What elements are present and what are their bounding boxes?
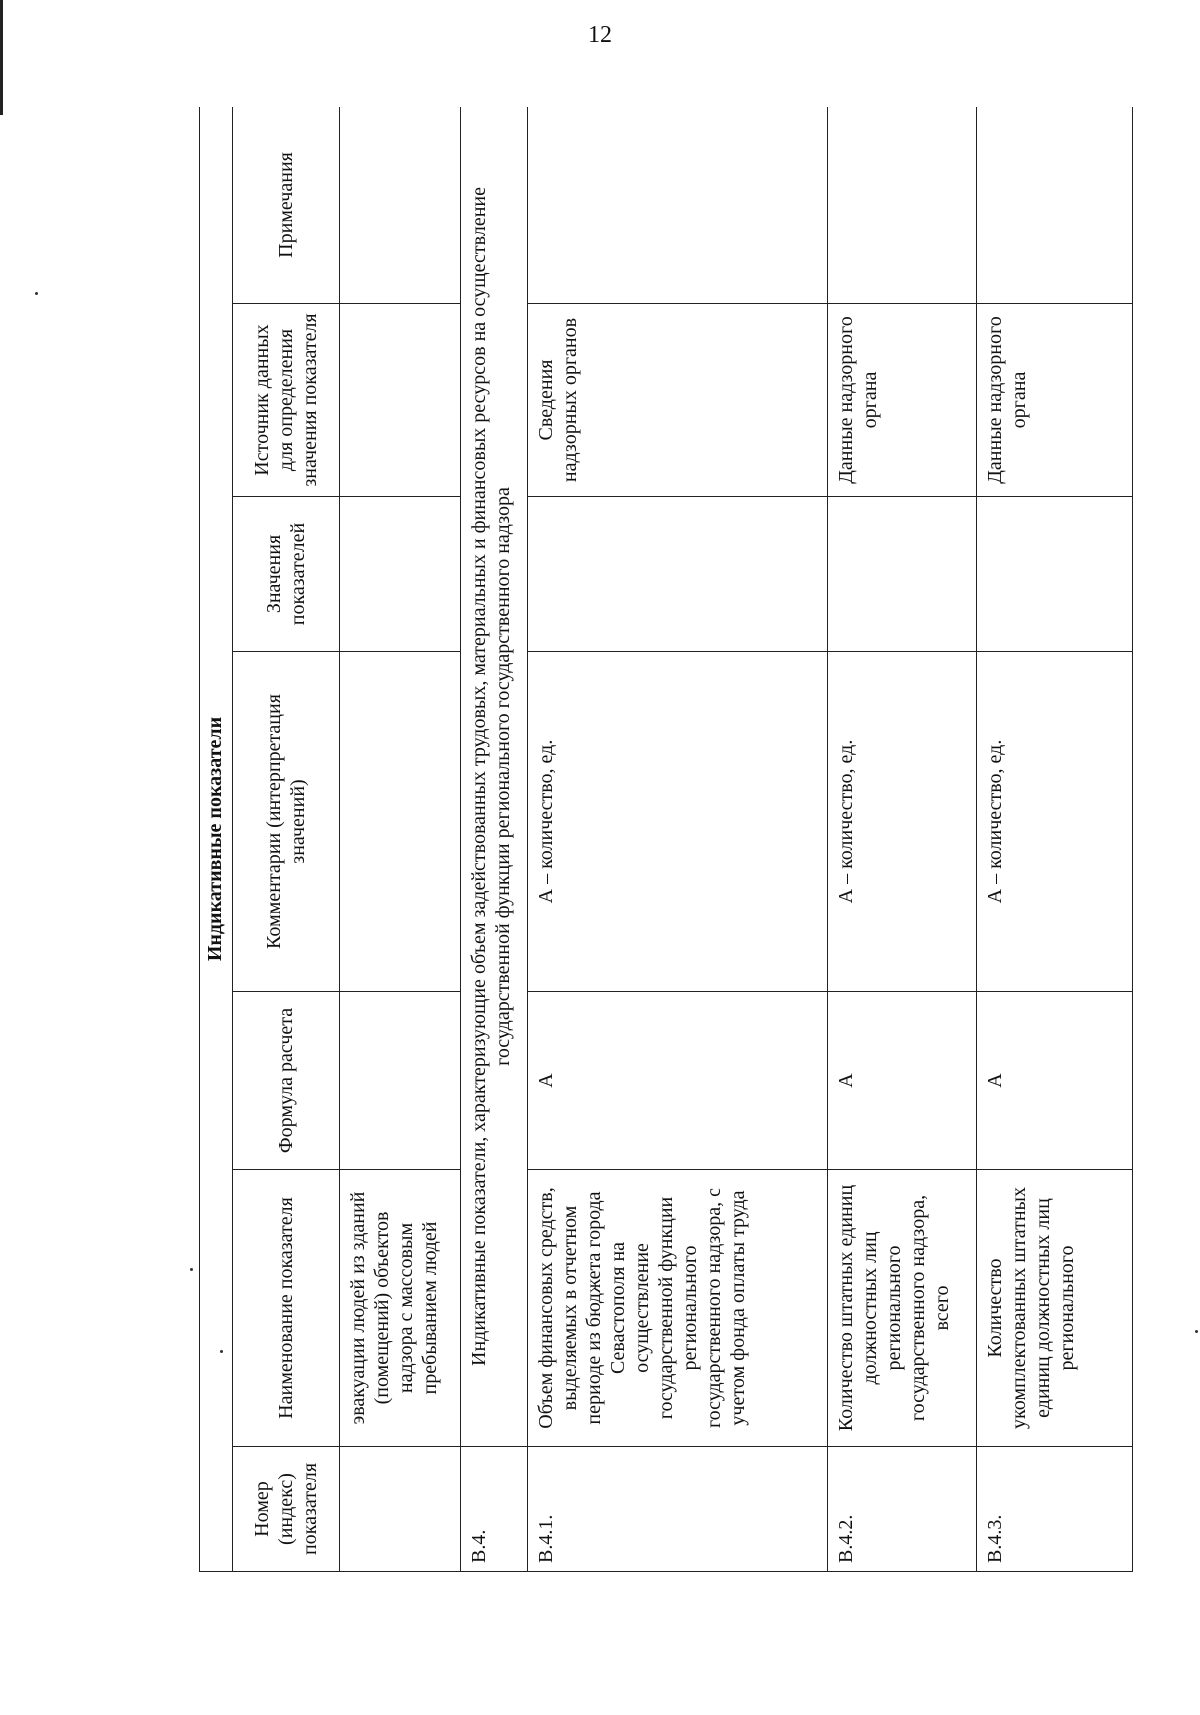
row-number: В.4.3. (977, 1447, 1133, 1572)
table-row (528, 107, 828, 1572)
group-title: Индикативные показатели, характеризующие объем задействованных трудовых, материальных и финансовых ресурсов на осуществление государственной функции регионального государственного надзора (460, 107, 527, 1447)
continuation-notes-cell (339, 107, 460, 304)
row-notes (827, 107, 976, 304)
continuation-formula-cell (339, 992, 460, 1170)
section-title: Индикативные показатели (200, 107, 233, 1572)
header-comment: Комментарии (интерпретация значений) (232, 652, 339, 992)
indicators-table (199, 107, 1133, 1572)
table-row (977, 107, 1133, 1572)
row-values (528, 497, 828, 652)
header-values: Значения показателей (232, 497, 339, 652)
header-source: Источник данных для определения значения показателя (232, 304, 339, 497)
row-comment: А – количество, ед. (827, 652, 976, 992)
group-row (460, 107, 527, 1572)
row-name: Количество укомплектованных штатных единиц должностных лиц регионального (977, 1170, 1133, 1447)
continuation-row (339, 107, 460, 1572)
row-formula: А (528, 992, 828, 1170)
rotated-table-container (199, 107, 1133, 1572)
page-number: 12 (588, 22, 612, 48)
row-number: В.4.2. (827, 1447, 976, 1572)
header-notes: Примечания (232, 107, 339, 304)
continuation-comment-cell (339, 652, 460, 992)
table-frame (199, 107, 1133, 1572)
row-name: Объем финансовых средств, выделяемых в отчетном периоде из бюджета города Севастополя на осуществление государственной функции регионального государственного надзора, с учетом фонда оплаты труда (528, 1170, 828, 1447)
row-values (977, 497, 1133, 652)
row-notes (977, 107, 1133, 304)
table-row (827, 107, 976, 1572)
scan-speck (190, 1268, 193, 1271)
row-formula: А (827, 992, 976, 1170)
row-source: Сведения надзорных органов (528, 304, 828, 497)
header-row (232, 107, 339, 1572)
row-comment: А – количество, ед. (528, 652, 828, 992)
row-number: В.4.1. (528, 1447, 828, 1572)
row-values (827, 497, 976, 652)
scan-speck (35, 292, 38, 295)
header-formula: Формула расчета (232, 992, 339, 1170)
row-source: Данные надзорного органа (977, 304, 1133, 497)
row-notes (528, 107, 828, 304)
header-name: Наименование показателя (232, 1170, 339, 1447)
scan-speck (1195, 1330, 1198, 1333)
row-comment: А – количество, ед. (977, 652, 1133, 992)
row-name: Количество штатных единиц должностных лиц регионального государственного надзора, всего (827, 1170, 976, 1447)
row-formula: А (977, 992, 1133, 1170)
continuation-values-cell (339, 497, 460, 652)
continuation-name: эвакуации людей из зданий (помещений) объектов надзора с массовым пребыванием людей (339, 1170, 460, 1447)
row-source: Данные надзорного органа (827, 304, 976, 497)
group-number: В.4. (460, 1447, 527, 1572)
continuation-number-cell (339, 1447, 460, 1572)
header-number: Номер (индекс) показателя (232, 1447, 339, 1572)
scan-edge-mark (0, 0, 3, 115)
continuation-source-cell (339, 304, 460, 497)
table-title-row (200, 107, 233, 1572)
